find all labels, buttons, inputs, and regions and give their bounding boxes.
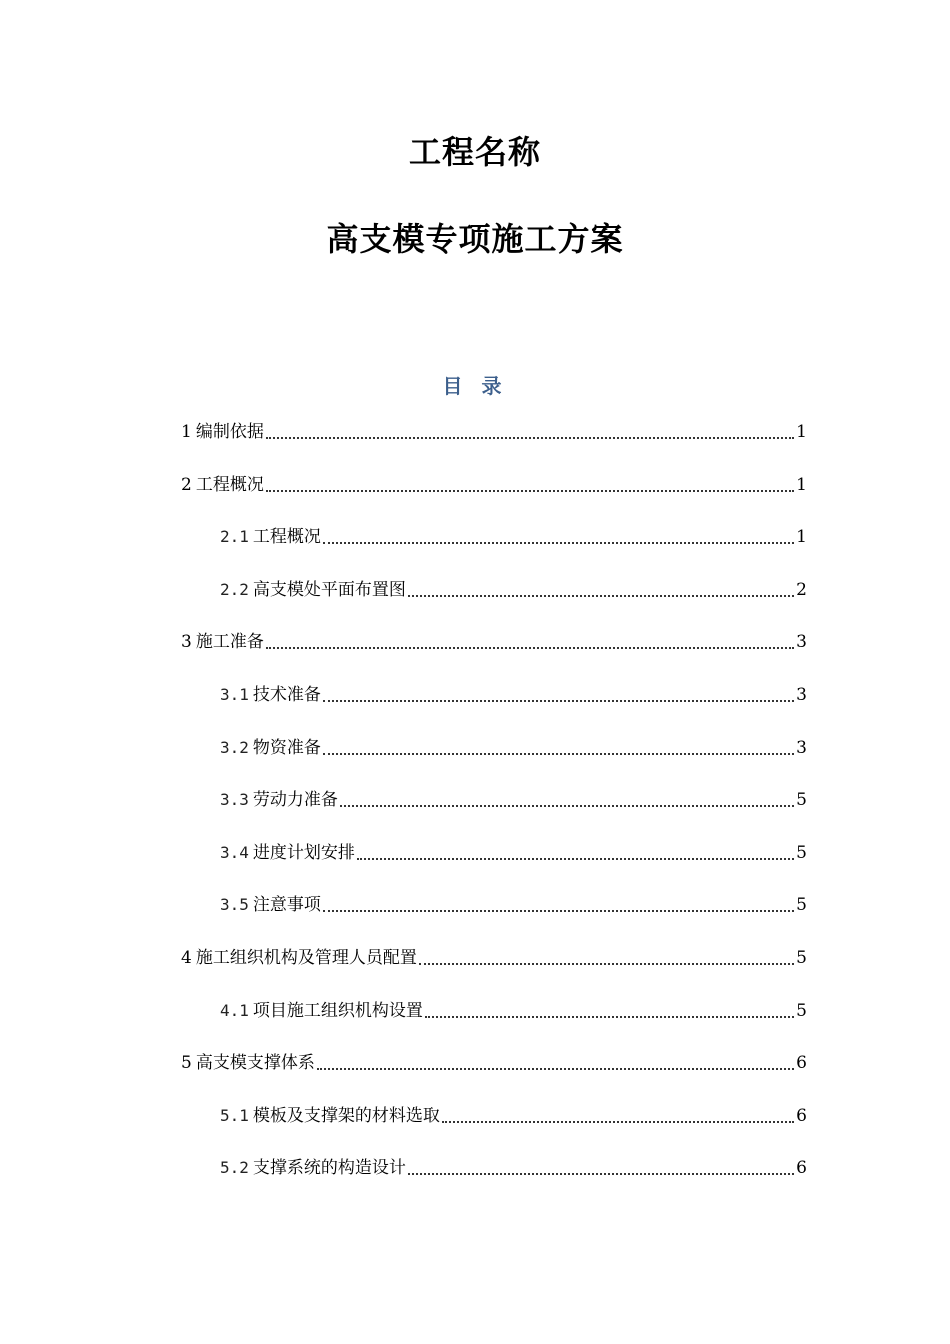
toc-entry-text	[220, 839, 355, 867]
toc-entry-number: 5.2	[220, 1158, 249, 1178]
toc-dot-leader	[323, 522, 794, 544]
toc-entry-text	[181, 1049, 315, 1077]
toc-entry-title: 物资准备	[252, 737, 321, 758]
toc-entry-number: 4.1	[220, 1000, 249, 1020]
toc-entry-number: 3	[181, 632, 192, 653]
toc-entry-number: 3.5	[220, 895, 249, 915]
toc-entry-title: 注意事项	[252, 895, 321, 916]
toc-entry-page-number: 6	[796, 1105, 807, 1126]
toc-entry[interactable]	[181, 891, 807, 944]
toc-entry-title: 进度计划安排	[252, 842, 355, 863]
toc-dot-leader	[419, 943, 794, 965]
toc-entry[interactable]	[181, 1102, 807, 1155]
toc-entry-number: 4	[181, 947, 192, 968]
toc-entry-page-number: 1	[796, 527, 807, 548]
toc-dot-leader	[266, 470, 794, 492]
toc-entry-number: 3.1	[220, 684, 249, 704]
plan-title: 高支模专项施工方案	[326, 220, 624, 258]
toc-dot-leader	[425, 996, 794, 1018]
toc-entry-text	[181, 944, 417, 972]
toc-entry-page-number: 1	[796, 474, 807, 495]
toc-entry-title: 劳动力准备	[252, 790, 338, 811]
toc-entry-page-number: 6	[796, 1158, 807, 1179]
toc-dot-leader	[317, 1048, 794, 1070]
toc-entry-title: 模板及支撑架的材料选取	[252, 1105, 440, 1126]
toc-dot-leader	[266, 627, 794, 649]
toc-entry[interactable]	[181, 628, 807, 681]
toc-entry[interactable]	[181, 681, 807, 734]
toc-entry[interactable]	[181, 944, 807, 997]
toc-entry-title: 技术准备	[252, 684, 321, 705]
toc-entry-number: 2.2	[220, 579, 249, 599]
toc-entry-number: 3.3	[220, 790, 249, 810]
toc-entry[interactable]	[181, 418, 807, 471]
toc-entry-number: 3.4	[220, 842, 249, 862]
toc-dot-leader	[323, 733, 794, 755]
toc-entry-number: 5.1	[220, 1105, 249, 1125]
toc-dot-leader	[357, 838, 794, 860]
toc-heading: 目 录	[442, 374, 508, 398]
toc-entry-text	[220, 1102, 440, 1130]
toc-entry-title: 编制依据	[195, 422, 264, 442]
toc-entry-text	[181, 418, 264, 446]
toc-entry-title: 施工准备	[195, 632, 264, 653]
toc-entry-title: 工程概况	[195, 474, 264, 495]
toc-entry-title: 高支模支撑体系	[195, 1053, 315, 1074]
toc-entry-page-number: 6	[796, 1053, 807, 1074]
toc-entry[interactable]	[181, 1049, 807, 1102]
toc-dot-leader	[323, 680, 794, 702]
toc-entry-text	[220, 734, 321, 762]
toc-entry[interactable]	[181, 576, 807, 629]
toc-entry-number: 5	[181, 1053, 192, 1074]
toc-entry[interactable]	[181, 786, 807, 839]
toc-entry[interactable]	[181, 471, 807, 524]
toc-entry-page-number: 5	[796, 895, 807, 916]
table-of-contents	[181, 418, 807, 1207]
toc-entry[interactable]	[181, 839, 807, 892]
toc-entry-page-number: 2	[796, 579, 807, 600]
toc-entry-page-number: 5	[796, 1000, 807, 1021]
toc-entry-title: 项目施工组织机构设置	[252, 1000, 423, 1021]
toc-entry-page-number: 5	[796, 842, 807, 863]
toc-entry-number: 2	[181, 474, 192, 495]
toc-entry-title: 工程概况	[252, 527, 321, 548]
toc-dot-leader	[408, 575, 794, 597]
toc-entry-page-number: 5	[796, 947, 807, 968]
toc-entry-page-number: 3	[796, 632, 807, 653]
toc-entry-text	[220, 523, 321, 551]
toc-entry-text	[220, 576, 406, 604]
toc-entry[interactable]	[181, 1154, 807, 1207]
toc-entry[interactable]	[181, 997, 807, 1050]
toc-entry-page-number: 3	[796, 737, 807, 758]
toc-dot-leader	[266, 417, 794, 439]
toc-entry-page-number: 3	[796, 684, 807, 705]
toc-entry-text	[220, 1154, 406, 1182]
toc-entry-title: 施工组织机构及管理人员配置	[195, 947, 417, 968]
toc-entry-text	[220, 681, 321, 709]
toc-entry-text	[181, 471, 264, 499]
toc-dot-leader	[442, 1101, 794, 1123]
toc-entry-title: 支撑系统的构造设计	[252, 1158, 406, 1179]
toc-entry-title: 高支模处平面布置图	[252, 579, 406, 600]
toc-entry[interactable]	[181, 523, 807, 576]
toc-dot-leader	[323, 890, 794, 912]
toc-entry-text	[220, 891, 321, 919]
toc-entry-number: 2.1	[220, 527, 249, 547]
toc-dot-leader	[340, 785, 794, 807]
toc-entry-number: 3.2	[220, 737, 249, 757]
toc-entry-page-number: 5	[796, 790, 807, 811]
toc-entry[interactable]	[181, 734, 807, 787]
project-name-title: 工程名称	[408, 133, 541, 171]
toc-entry-page-number: 1	[796, 422, 807, 442]
toc-entry-text	[181, 628, 264, 656]
toc-entry-text	[220, 997, 423, 1025]
toc-entry-number: 1	[181, 422, 192, 442]
toc-dot-leader	[408, 1153, 794, 1175]
toc-entry-text	[220, 786, 338, 814]
